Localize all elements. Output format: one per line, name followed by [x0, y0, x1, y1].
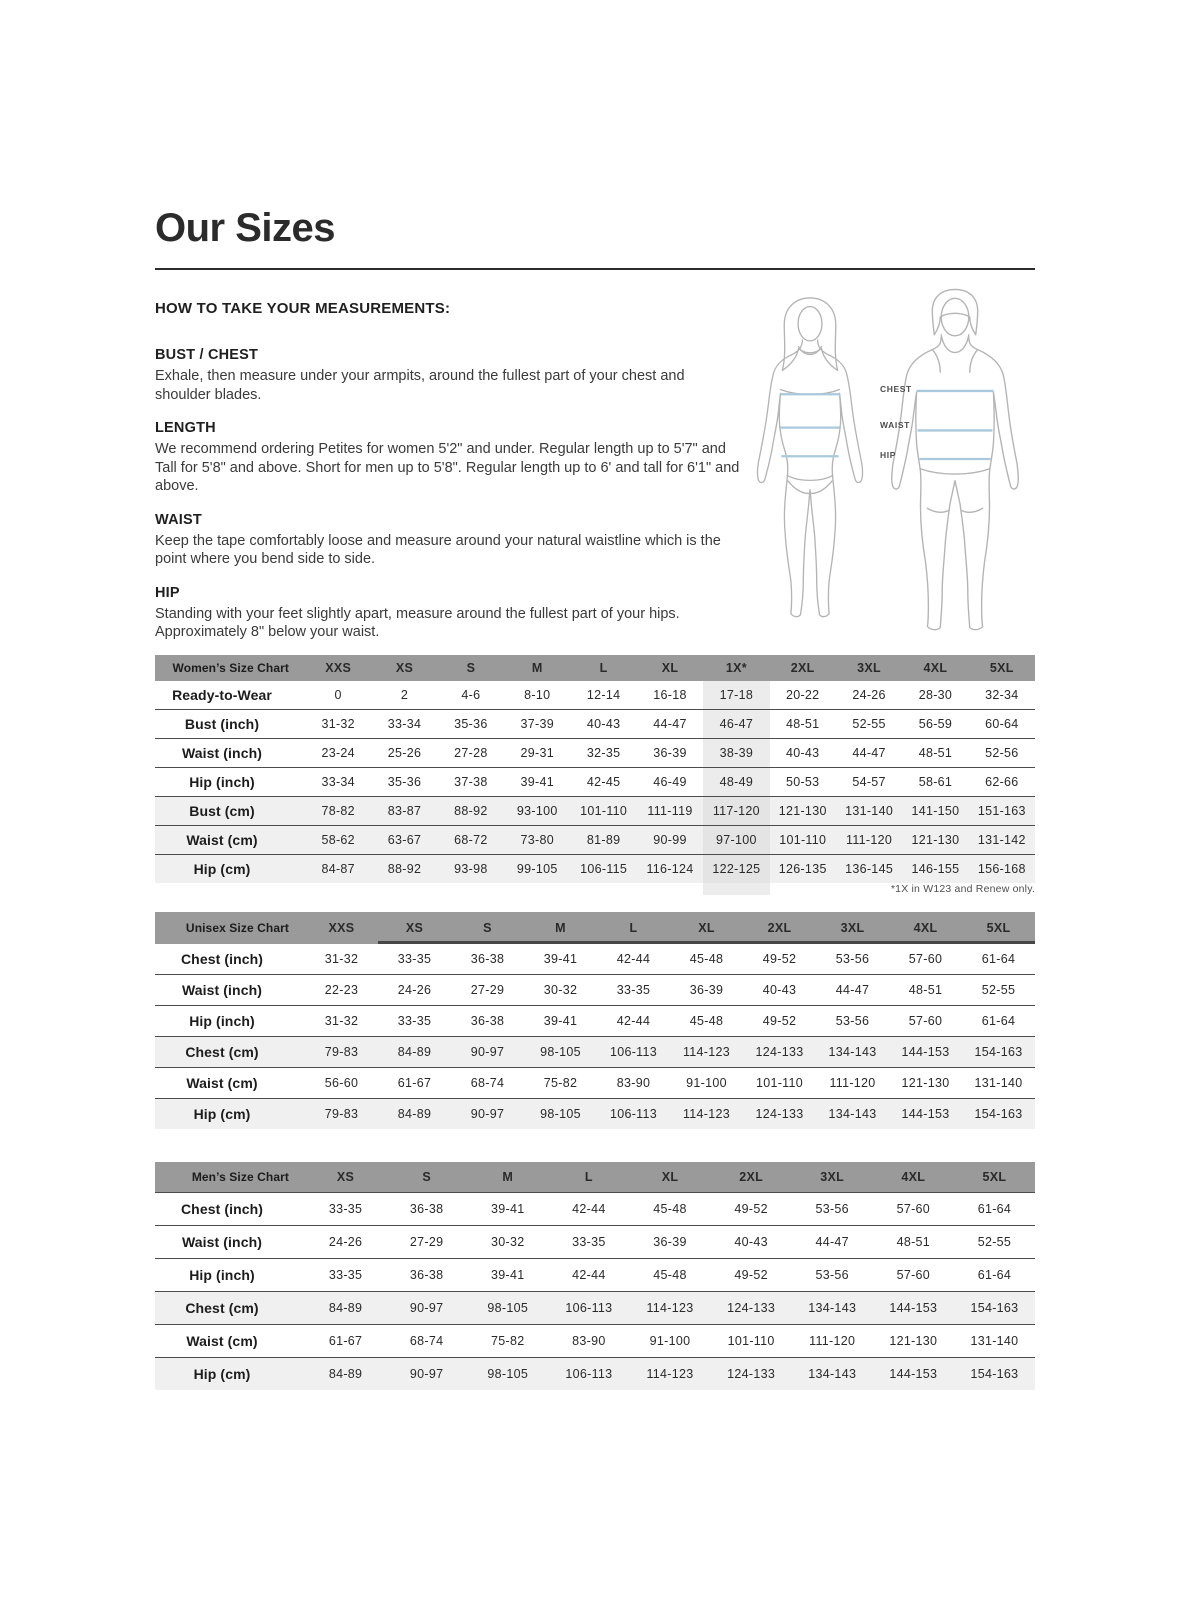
value-cell: 126-135 [778, 862, 827, 876]
hip-label: HIP [880, 450, 896, 460]
table-row [155, 1258, 1035, 1291]
value-cell: 58-61 [918, 775, 953, 789]
table-row [155, 1225, 1035, 1258]
value-cell: 32-34 [985, 688, 1019, 702]
value-cell: 151-163 [977, 804, 1026, 818]
value-cell: 78-82 [321, 804, 355, 818]
column-header-cell: L [597, 912, 670, 944]
value-cell: 101-110 [755, 1076, 804, 1090]
row-label-cell: Hip (inch) [189, 774, 255, 790]
man-body-outline-illustration [886, 283, 1024, 635]
row-label-cell: Waist (cm) [186, 1075, 258, 1091]
value-cell: 39-41 [491, 1202, 525, 1216]
value-cell: 111-120 [829, 1076, 876, 1090]
section-body: Exhale, then measure under your armpits, around the fullest part of your chest and shoulder blades. [155, 368, 685, 403]
column-header-cell: 5XL [962, 912, 1035, 944]
value-cell: 57-60 [896, 1268, 931, 1282]
value-cell: 36-38 [470, 952, 505, 966]
row-label-cell: Waist (inch) [181, 745, 262, 761]
value-cell: 36-38 [409, 1202, 444, 1216]
value-cell: 84-87 [321, 862, 355, 876]
value-cell: 27-29 [409, 1235, 444, 1249]
column-header-cell: XXS [325, 661, 352, 675]
column-header-cell: XL [670, 912, 743, 944]
value-cell: 56-60 [324, 1076, 359, 1090]
value-cell: 93-98 [454, 862, 488, 876]
value-cell: 106-115 [580, 862, 628, 876]
value-cell: 106-113 [609, 1045, 658, 1059]
value-cell: 38-39 [703, 739, 769, 767]
value-cell: 141-150 [911, 804, 960, 818]
table-header-row [155, 912, 1035, 944]
value-cell: 84-89 [328, 1367, 363, 1381]
row-label-cell: Hip (cm) [193, 1106, 251, 1122]
table-row [155, 1067, 1035, 1098]
table-row [155, 944, 1035, 974]
value-cell: 90-97 [409, 1367, 444, 1381]
table-row [155, 1005, 1035, 1036]
value-cell: 84-89 [397, 1107, 432, 1121]
value-cell: 48-51 [918, 746, 953, 760]
value-cell: 57-60 [908, 1014, 943, 1028]
value-cell: 79-83 [324, 1045, 359, 1059]
value-cell: 144-153 [901, 1045, 950, 1059]
value-cell: 36-39 [653, 746, 687, 760]
womens-size-chart-table [155, 655, 1035, 883]
value-cell: 73-80 [520, 833, 554, 847]
column-header-cell: L [599, 661, 608, 675]
value-cell: 37-38 [454, 775, 488, 789]
column-header-cell: 3XL [816, 912, 889, 944]
value-cell: 40-43 [586, 717, 621, 731]
value-cell: 31-32 [321, 717, 355, 731]
value-cell: 48-49 [703, 768, 769, 796]
value-cell: 61-64 [977, 1268, 1012, 1282]
column-header-cell: 4XL [889, 912, 962, 944]
value-cell: 144-153 [901, 1107, 950, 1121]
table-header-row [155, 655, 1035, 681]
measurement-figure-illustration [740, 283, 1040, 643]
column-header-cell: 1X* [725, 661, 747, 675]
row-label-cell: Bust (cm) [189, 803, 255, 819]
value-cell: 98-105 [487, 1301, 529, 1315]
value-cell: 48-51 [785, 717, 820, 731]
value-cell: 20-22 [785, 688, 820, 702]
table-row [155, 1098, 1035, 1129]
value-cell: 114-123 [682, 1107, 731, 1121]
column-header-cell: S [466, 661, 476, 675]
value-cell: 154-163 [970, 1301, 1019, 1315]
value-cell: 44-47 [815, 1235, 849, 1249]
value-cell: 131-140 [974, 1076, 1023, 1090]
value-cell: 144-153 [889, 1367, 938, 1381]
value-cell: 121-130 [778, 804, 827, 818]
table-row [155, 738, 1035, 767]
value-cell: 2 [400, 688, 409, 702]
value-cell: 68-74 [409, 1334, 444, 1348]
row-label-cell: Chest (cm) [185, 1044, 259, 1060]
value-cell: 63-67 [387, 833, 422, 847]
value-cell: 124-133 [727, 1301, 776, 1315]
value-cell: 90-97 [470, 1045, 505, 1059]
value-cell: 44-47 [653, 717, 687, 731]
value-cell: 24-26 [328, 1235, 363, 1249]
value-cell: 101-110 [727, 1334, 775, 1348]
value-cell: 31-32 [324, 1014, 359, 1028]
table-header-row [155, 1162, 1035, 1193]
value-cell: 154-163 [974, 1107, 1023, 1121]
unisex-size-chart-table [155, 912, 1035, 1129]
section-body: We recommend ordering Petites for women 5'2" and under. Regular length up to 5'7" and Tall for 5'8" and above. Short for men up to 5'8". Regular length up to 6' and tall for 6'1" and above. [155, 441, 740, 495]
value-cell: 98-105 [540, 1107, 581, 1121]
row-label-cell: Waist (inch) [181, 1234, 262, 1250]
value-cell: 134-143 [808, 1301, 857, 1315]
value-cell: 62-66 [985, 775, 1019, 789]
section-title: LENGTH [155, 420, 216, 437]
row-label-cell: Hip (cm) [193, 861, 251, 877]
value-cell: 40-43 [734, 1235, 768, 1249]
measurement-instructions [155, 300, 740, 658]
value-cell: 33-35 [328, 1268, 363, 1282]
value-cell: 36-39 [689, 983, 724, 997]
value-cell: 30-32 [491, 1235, 525, 1249]
value-cell: 0 [334, 688, 342, 702]
value-cell: 46-49 [653, 775, 687, 789]
value-cell: 22-23 [324, 983, 359, 997]
value-cell: 136-145 [845, 862, 894, 876]
value-cell: 33-35 [397, 952, 432, 966]
value-cell: 52-55 [981, 983, 1016, 997]
value-cell: 29-31 [520, 746, 554, 760]
value-cell: 42-45 [586, 775, 621, 789]
value-cell: 32-35 [586, 746, 621, 760]
value-cell: 60-64 [985, 717, 1019, 731]
value-cell: 99-105 [516, 862, 558, 876]
column-header-cell: 3XL [820, 1170, 845, 1184]
value-cell: 56-59 [918, 717, 953, 731]
value-cell: 114-123 [646, 1301, 694, 1315]
value-cell: 50-53 [785, 775, 820, 789]
column-header-cell: 3XL [857, 661, 881, 675]
value-cell: 52-55 [977, 1235, 1012, 1249]
value-cell: 68-74 [470, 1076, 505, 1090]
value-cell: 39-41 [543, 1014, 578, 1028]
value-cell: 106-113 [565, 1367, 613, 1381]
value-cell: 90-97 [409, 1301, 444, 1315]
section-body: Keep the tape comfortably loose and measure around your natural waistline which is the point where you bend side to side. [155, 532, 721, 568]
value-cell: 79-83 [324, 1107, 359, 1121]
value-cell: 42-44 [616, 952, 651, 966]
value-cell: 68-72 [454, 833, 488, 847]
section-title: WAIST [155, 511, 202, 528]
value-cell: 40-43 [762, 983, 797, 997]
value-cell: 53-56 [815, 1202, 849, 1216]
table-row [155, 1036, 1035, 1067]
value-cell: 31-32 [324, 952, 359, 966]
value-cell: 97-100 [703, 826, 769, 854]
value-cell: 91-100 [686, 1076, 727, 1090]
value-cell: 83-87 [387, 804, 422, 818]
value-cell: 42-44 [572, 1202, 606, 1216]
table-row [155, 796, 1035, 825]
column-header-cell: 5XL [989, 661, 1014, 675]
row-label-cell: Waist (cm) [186, 1333, 258, 1349]
table-row [155, 825, 1035, 854]
value-cell: 84-89 [397, 1045, 432, 1059]
value-cell: 146-155 [911, 862, 960, 876]
value-cell: 53-56 [815, 1268, 849, 1282]
value-cell: 27-28 [454, 746, 488, 760]
value-cell: 39-41 [491, 1268, 525, 1282]
value-cell: 45-48 [689, 952, 724, 966]
value-cell: 131-142 [977, 833, 1026, 847]
column-header-cell: 4XL [901, 1170, 926, 1184]
value-cell: 98-105 [487, 1367, 529, 1381]
value-cell: 116-124 [646, 862, 694, 876]
value-cell: 131-140 [845, 804, 894, 818]
table-row [155, 1291, 1035, 1324]
column-header-cell: XS [395, 661, 414, 675]
value-cell: 42-44 [572, 1268, 606, 1282]
value-cell: 154-163 [974, 1045, 1023, 1059]
value-cell: 75-82 [491, 1334, 525, 1348]
table-row [155, 1193, 1035, 1225]
value-cell: 25-26 [387, 746, 422, 760]
table-row [155, 709, 1035, 738]
value-cell: 61-67 [328, 1334, 363, 1348]
row-label-cell: Chest (inch) [180, 951, 264, 967]
value-cell: 124-133 [755, 1107, 804, 1121]
row-label-cell: Waist (inch) [181, 982, 262, 998]
column-header-cell: 2XL [743, 912, 816, 944]
value-cell: 156-168 [977, 862, 1026, 876]
instructions-heading: HOW TO TAKE YOUR MEASUREMENTS: [155, 300, 451, 317]
table-title-cell: Men’s Size Chart [191, 1170, 289, 1184]
value-cell: 121-130 [911, 833, 960, 847]
value-cell: 114-123 [646, 1367, 694, 1381]
table-row [155, 974, 1035, 1005]
value-cell: 39-41 [543, 952, 578, 966]
page-title: Our Sizes [155, 206, 336, 250]
value-cell: 36-38 [409, 1268, 444, 1282]
value-cell: 131-140 [970, 1334, 1019, 1348]
column-header-cell: XXS [328, 921, 355, 935]
value-cell: 36-38 [470, 1014, 505, 1028]
column-header-cell: 2XL [739, 1170, 764, 1184]
value-cell: 28-30 [918, 688, 953, 702]
value-cell: 45-48 [689, 1014, 724, 1028]
value-cell: 24-26 [852, 688, 886, 702]
value-cell: 98-105 [540, 1045, 581, 1059]
column-header-cell: S [422, 1170, 431, 1184]
value-cell: 88-92 [387, 862, 422, 876]
value-cell: 106-113 [565, 1301, 613, 1315]
column-header-cell: XL [661, 1170, 679, 1184]
column-header-cell: 5XL [982, 1170, 1007, 1184]
table-row [155, 854, 1035, 883]
value-cell: 48-51 [908, 983, 943, 997]
value-cell: 33-34 [321, 775, 355, 789]
row-label-cell: Chest (cm) [185, 1300, 259, 1316]
value-cell: 54-57 [852, 775, 886, 789]
value-cell: 124-133 [727, 1367, 776, 1381]
value-cell: 121-130 [889, 1334, 938, 1348]
column-header-cell: M [524, 912, 597, 944]
title-divider [155, 268, 1035, 270]
value-cell: 45-48 [653, 1268, 687, 1282]
value-cell: 53-56 [835, 952, 870, 966]
value-cell: 48-51 [896, 1235, 931, 1249]
column-header-cell: 4XL [923, 661, 948, 675]
value-cell: 111-120 [809, 1334, 856, 1348]
row-label-cell: Hip (cm) [193, 1366, 251, 1382]
value-cell: 91-100 [649, 1334, 691, 1348]
mens-size-chart-table [155, 1162, 1035, 1390]
row-label-cell: Hip (inch) [189, 1267, 255, 1283]
value-cell: 57-60 [896, 1202, 931, 1216]
column-header-cell: M [531, 661, 543, 675]
value-cell: 33-35 [616, 983, 651, 997]
value-cell: 33-35 [328, 1202, 363, 1216]
column-header-cell: XS [378, 912, 451, 944]
value-cell: 49-52 [734, 1268, 768, 1282]
value-cell: 17-18 [703, 681, 769, 709]
value-cell: 134-143 [828, 1107, 877, 1121]
value-cell: 40-43 [785, 746, 820, 760]
value-cell: 24-26 [397, 983, 432, 997]
value-cell: 23-24 [321, 746, 355, 760]
column-header-cell: XL [661, 661, 679, 675]
section-title: BUST / CHEST [155, 347, 259, 363]
value-cell: 90-99 [653, 833, 687, 847]
womens-table-footnote: *1X in W123 and Renew only. [890, 883, 1035, 895]
value-cell: 16-18 [653, 688, 687, 702]
value-cell: 42-44 [616, 1014, 651, 1028]
value-cell: 27-29 [470, 983, 505, 997]
value-cell: 52-55 [852, 717, 886, 731]
value-cell: 52-56 [985, 746, 1019, 760]
value-cell: 124-133 [755, 1045, 804, 1059]
value-cell: 111-119 [647, 804, 693, 818]
value-cell: 39-41 [520, 775, 554, 789]
instruction-section-bust-chest [155, 347, 740, 404]
value-cell: 45-48 [653, 1202, 687, 1216]
value-cell: 49-52 [762, 952, 797, 966]
value-cell: 61-67 [397, 1076, 432, 1090]
value-cell: 46-47 [703, 710, 769, 738]
value-cell: 44-47 [835, 983, 870, 997]
value-cell: 144-153 [889, 1301, 938, 1315]
value-cell: 36-39 [653, 1235, 687, 1249]
table-row [155, 1324, 1035, 1357]
value-cell: 61-64 [977, 1202, 1012, 1216]
value-cell: 35-36 [454, 717, 488, 731]
column-header-cell: M [502, 1170, 514, 1184]
value-cell: 49-52 [734, 1202, 768, 1216]
value-cell: 30-32 [543, 983, 578, 997]
value-cell: 57-60 [908, 952, 943, 966]
instruction-section-waist [155, 512, 740, 569]
value-cell: 111-120 [846, 833, 893, 847]
value-cell: 61-64 [981, 1014, 1016, 1028]
value-cell: 49-52 [762, 1014, 797, 1028]
value-cell: 93-100 [516, 804, 558, 818]
value-cell: 61-64 [981, 952, 1016, 966]
column-header-cell: 2XL [790, 661, 815, 675]
value-cell: 134-143 [808, 1367, 857, 1381]
value-cell: 8-10 [524, 688, 551, 702]
value-cell: 154-163 [970, 1367, 1019, 1381]
value-cell: 75-82 [543, 1076, 578, 1090]
value-cell: 117-120 [703, 797, 769, 825]
table-row [155, 767, 1035, 796]
value-cell: 33-35 [572, 1235, 606, 1249]
value-cell: 114-123 [682, 1045, 731, 1059]
instruction-section-hip [155, 585, 740, 642]
value-cell: 106-113 [609, 1107, 658, 1121]
row-label-cell: Ready-to-Wear [172, 687, 272, 703]
value-cell: 134-143 [828, 1045, 877, 1059]
value-cell: 122-125 [703, 855, 769, 883]
value-cell: 4-6 [461, 688, 481, 702]
value-cell: 83-90 [616, 1076, 651, 1090]
table-title-cell: Unisex Size Chart [185, 921, 289, 935]
value-cell: 88-92 [454, 804, 488, 818]
column-header-cell: L [584, 1170, 593, 1184]
value-cell: 81-89 [586, 833, 621, 847]
value-cell: 35-36 [387, 775, 422, 789]
value-cell: 33-35 [397, 1014, 432, 1028]
value-cell: 121-130 [901, 1076, 950, 1090]
woman-body-outline-illustration [748, 288, 872, 636]
value-cell: 90-97 [470, 1107, 505, 1121]
value-cell: 84-89 [328, 1301, 363, 1315]
value-cell: 101-110 [580, 804, 628, 818]
row-label-cell: Chest (inch) [180, 1201, 264, 1217]
value-cell: 33-34 [387, 717, 422, 731]
value-cell: 53-56 [835, 1014, 870, 1028]
value-cell: 83-90 [572, 1334, 606, 1348]
value-cell: 44-47 [852, 746, 886, 760]
row-label-cell: Hip (inch) [189, 1013, 255, 1029]
table-row [155, 1357, 1035, 1390]
value-cell: 12-14 [586, 688, 621, 702]
row-label-cell: Bust (inch) [184, 716, 260, 732]
value-cell: 101-110 [779, 833, 827, 847]
section-body: Standing with your feet slightly apart, measure around the fullest part of your hips. Approximately 8" below your waist. [155, 605, 680, 641]
table-row [155, 681, 1035, 709]
waist-label: WAIST [880, 420, 910, 430]
column-header-cell: XS [336, 1170, 355, 1184]
column-header-cell: S [451, 912, 524, 944]
instruction-section-length [155, 420, 740, 496]
table-title-cell: Women’s Size Chart [172, 661, 289, 675]
row-label-cell: Waist (cm) [186, 832, 258, 848]
value-cell: 37-39 [520, 717, 554, 731]
value-cell: 58-62 [321, 833, 355, 847]
section-title: HIP [155, 584, 180, 601]
chest-label: CHEST [880, 384, 912, 394]
